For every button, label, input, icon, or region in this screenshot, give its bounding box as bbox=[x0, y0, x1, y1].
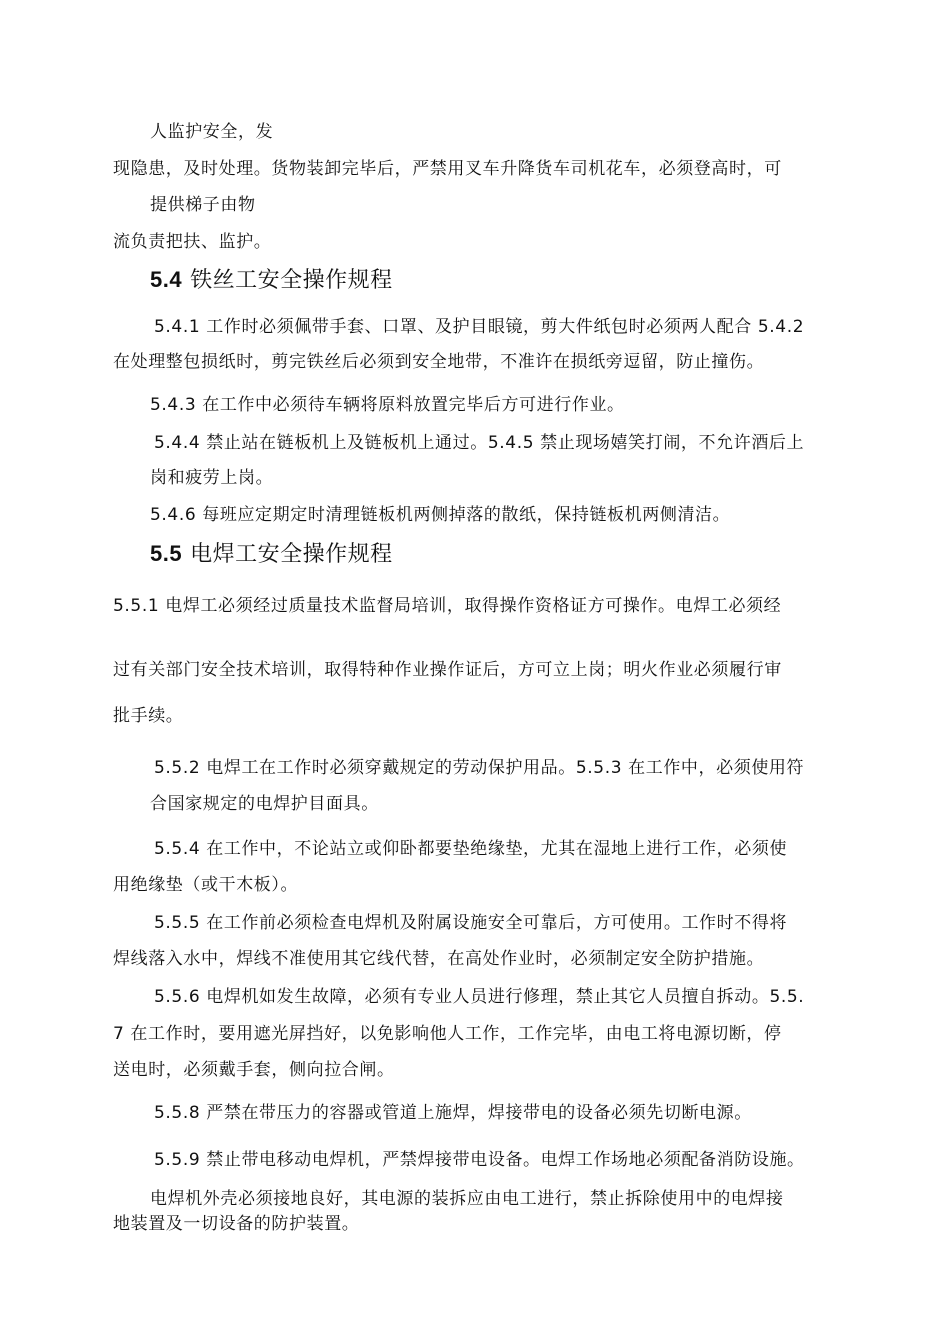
text-line: 用绝缘垫（或干木板）。 bbox=[113, 875, 299, 895]
text-line: 焊线落入水中，焊线不准使用其它线代替，在高处作业时，必须制定安全防护措施。 bbox=[113, 949, 765, 969]
text-line: 5.4.4 禁止站在链板机上及链板机上通过。5.4.5 禁止现场嬉笑打闹，不允许酒后上 bbox=[154, 433, 805, 453]
section-heading-5-4 bbox=[150, 266, 393, 295]
text-line: 在处理整包损纸时，剪完铁丝后必须到安全地带，不准许在损纸旁逗留，防止撞伤。 bbox=[113, 352, 765, 372]
text-line: 合国家规定的电焊护目面具。 bbox=[150, 794, 379, 814]
text-line: 提供梯子由物 bbox=[150, 195, 256, 215]
text-line: 5.5.6 电焊机如发生故障，必须有专业人员进行修理，禁止其它人员擅自拆动。5.5. bbox=[154, 987, 805, 1007]
text-line: 5.4.6 每班应定期定时清理链板机两侧掉落的散纸，保持链板机两侧清洁。 bbox=[150, 505, 731, 525]
text-line: 地装置及一切设备的防护装置。 bbox=[113, 1214, 360, 1234]
section-title: 电焊工安全操作规程 bbox=[190, 542, 393, 567]
section-title: 铁丝工安全操作规程 bbox=[190, 268, 393, 293]
text-line: 电焊机外壳必须接地良好，其电源的装拆应由电工进行，禁止拆除使用中的电焊接 bbox=[150, 1189, 784, 1209]
text-line: 批手续。 bbox=[113, 706, 184, 726]
text-line: 岗和疲劳上岗。 bbox=[150, 468, 274, 488]
section-number: 5.5 bbox=[150, 541, 183, 566]
text-line: 7 在工作时，要用遮光屏挡好，以免影响他人工作，工作完毕，由电工将电源切断，停 bbox=[113, 1024, 782, 1044]
text-line: 5.5.4 在工作中，不论站立或仰卧都要垫绝缘垫，尤其在湿地上进行工作，必须使 bbox=[154, 839, 788, 859]
text-line: 送电时，必须戴手套，侧向拉合闸。 bbox=[113, 1060, 395, 1080]
text-line: 5.5.8 严禁在带压力的容器或管道上施焊，焊接带电的设备必须先切断电源。 bbox=[154, 1103, 752, 1123]
text-line: 5.5.9 禁止带电移动电焊机，严禁焊接带电设备。电焊工作场地必须配备消防设施。 bbox=[154, 1150, 805, 1170]
section-heading-5-5 bbox=[150, 540, 393, 569]
section-number: 5.4 bbox=[150, 267, 183, 292]
text-line: 现隐患，及时处理。货物装卸完毕后，严禁用叉车升降货车司机花车，必须登高时，可 bbox=[113, 159, 782, 179]
text-line: 5.5.1 电焊工必须经过质量技术监督局培训，取得操作资格证方可操作。电焊工必须经 bbox=[113, 596, 782, 616]
text-line: 5.4.3 在工作中必须待车辆将原料放置完毕后方可进行作业。 bbox=[150, 395, 625, 415]
text-line: 人监护安全，发 bbox=[150, 122, 274, 142]
text-line: 过有关部门安全技术培训，取得特种作业操作证后，方可立上岗；明火作业必须履行审 bbox=[113, 660, 782, 680]
text-line: 5.5.5 在工作前必须检查电焊机及附属设施安全可靠后，方可使用。工作时不得将 bbox=[154, 913, 788, 933]
text-line: 流负责把扶、监护。 bbox=[113, 232, 272, 252]
text-line: 5.5.2 电焊工在工作时必须穿戴规定的劳动保护用品。5.5.3 在工作中，必须使用符 bbox=[154, 758, 805, 778]
text-line: 5.4.1 工作时必须佩带手套、口罩、及护目眼镜，剪大件纸包时必须两人配合 5.4.2 bbox=[154, 317, 805, 337]
